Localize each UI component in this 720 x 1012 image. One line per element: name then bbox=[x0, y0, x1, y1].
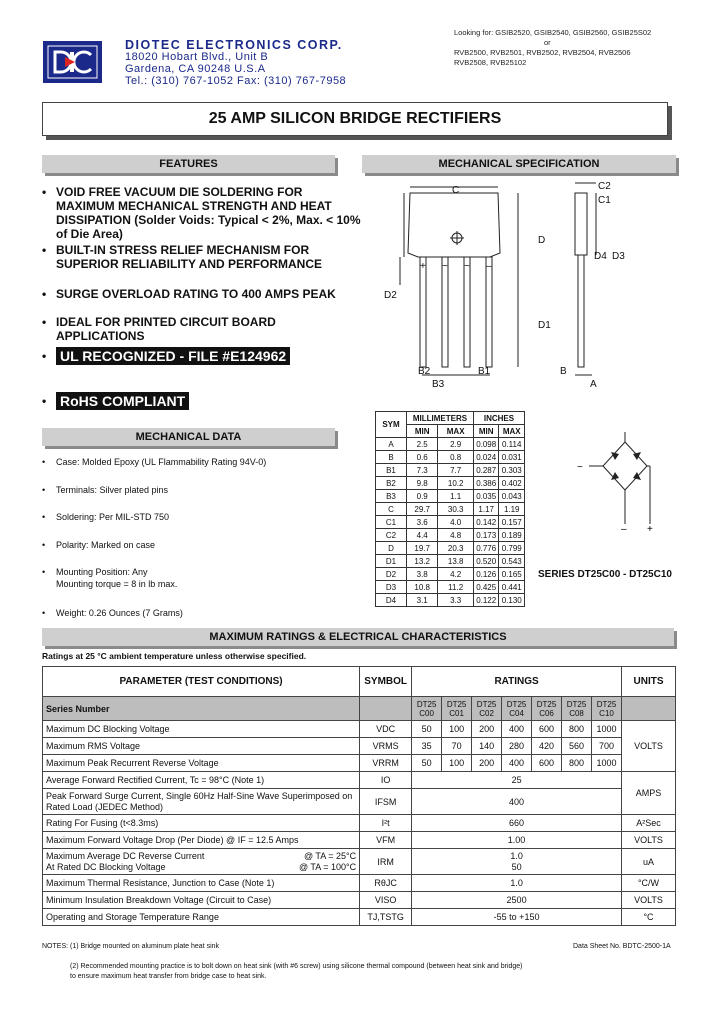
param-cell: Maximum Thermal Resistance, Junction to Case (Note 1) bbox=[43, 875, 360, 892]
dim-label-b1: B1 bbox=[478, 366, 491, 377]
value-cell: 1000 bbox=[592, 721, 622, 738]
series-label: SERIES DT25C00 - DT25C10 bbox=[538, 569, 672, 580]
lookfor-line: Looking for: GSIB2520, GSIB2540, GSIB2560, GSIB25S02 bbox=[454, 28, 652, 37]
series-cell: DT25 C04 bbox=[502, 697, 532, 721]
value-cell: 400 bbox=[412, 789, 622, 815]
company-logo bbox=[43, 41, 102, 83]
dim-value-cell: 0.9 bbox=[407, 490, 438, 503]
dim-value-cell: 0.031 bbox=[499, 451, 525, 464]
dim-value-cell: 13.2 bbox=[407, 555, 438, 568]
pin-mark-ac2: ~ bbox=[464, 261, 470, 272]
dim-symbol-cell: D4 bbox=[376, 594, 407, 607]
dim-value-cell: 29.7 bbox=[407, 503, 438, 516]
ratings-heading: MAXIMUM RATINGS & ELECTRICAL CHARACTERISTICS bbox=[42, 628, 674, 646]
bridge-schematic-icon bbox=[575, 432, 675, 532]
dim-value-cell: 7.3 bbox=[407, 464, 438, 477]
address-line-1: 18020 Hobart Blvd., Unit B bbox=[125, 51, 269, 63]
dim-label-c1: C1 bbox=[598, 195, 611, 206]
mechanical-data-heading: MECHANICAL DATA bbox=[42, 428, 335, 446]
features-heading: FEATURES bbox=[42, 155, 335, 173]
logo-mark bbox=[45, 43, 100, 81]
feature-text: VOID FREE VACUUM DIE SOLDERING FOR MAXIMUM MECHANICAL STRENGTH AND HEAT DISSIPATION (Solder Voids: Typical < 2%, Max. < 10% of Die Area) bbox=[56, 185, 361, 241]
dim-value-cell: 13.8 bbox=[438, 555, 474, 568]
looking-for-block bbox=[454, 28, 714, 68]
series-number-label: Series Number bbox=[43, 697, 360, 721]
package-drawing bbox=[370, 175, 690, 415]
dim-label-d: D bbox=[538, 235, 546, 246]
mech-data-text: Soldering: Per MIL-STD 750 bbox=[56, 512, 170, 522]
param-cell: Average Forward Rectified Current, Tc = 98°C (Note 1) bbox=[43, 772, 360, 789]
param-cell: Maximum Forward Voltage Drop (Per Diode) @ IF = 12.5 Amps bbox=[43, 832, 360, 849]
dim-value-cell: 0.142 bbox=[473, 516, 499, 529]
feature-text: BUILT-IN STRESS RELIEF MECHANISM FOR SUPERIOR RELIABILITY AND PERFORMANCE bbox=[56, 243, 323, 271]
value-cell: 280 bbox=[502, 738, 532, 755]
symbol-cell: TJ,TSTG bbox=[360, 909, 412, 926]
dim-value-cell: 2.9 bbox=[438, 438, 474, 451]
value-cell: 70 bbox=[442, 738, 472, 755]
lookfor-line: or bbox=[544, 38, 551, 47]
bullet-icon: • bbox=[42, 287, 47, 301]
value-cell: 35 bbox=[412, 738, 442, 755]
table-row bbox=[376, 581, 525, 594]
series-cell: DT25 C00 bbox=[412, 697, 442, 721]
param-cell: Maximum Peak Recurrent Reverse Voltage bbox=[43, 755, 360, 772]
value-cell: 200 bbox=[472, 755, 502, 772]
symbol-cell: VRMS bbox=[360, 738, 412, 755]
param-cell bbox=[43, 849, 360, 875]
dim-header-mm: MILLIMETERS bbox=[407, 412, 474, 425]
symbol-cell: VRRM bbox=[360, 755, 412, 772]
dim-symbol-cell: B3 bbox=[376, 490, 407, 503]
table-row bbox=[376, 542, 525, 555]
unit-cell: A²Sec bbox=[622, 815, 676, 832]
pin-mark-minus: – bbox=[486, 261, 492, 272]
series-cell: DT25 C08 bbox=[562, 697, 592, 721]
note-1: NOTES: (1) Bridge mounted on aluminum plate heat sink bbox=[42, 943, 220, 950]
minus-symbol: – bbox=[621, 524, 627, 532]
dim-label-b3: B3 bbox=[432, 379, 445, 390]
dim-symbol-cell: B bbox=[376, 451, 407, 464]
table-row bbox=[376, 438, 525, 451]
dim-symbol-cell: D2 bbox=[376, 568, 407, 581]
dim-value-cell: 0.114 bbox=[499, 438, 525, 451]
value-cell: 140 bbox=[472, 738, 502, 755]
value-cell: 100 bbox=[442, 721, 472, 738]
dim-value-cell: 4.2 bbox=[438, 568, 474, 581]
mech-data-text: Terminals: Silver plated pins bbox=[56, 485, 169, 495]
bullet-icon: • bbox=[42, 394, 47, 408]
dim-value-cell: 0.035 bbox=[473, 490, 499, 503]
value-cell: 800 bbox=[562, 721, 592, 738]
leak-param-2: At Rated DC Blocking Voltage bbox=[46, 861, 166, 872]
dim-value-cell: 4.4 bbox=[407, 529, 438, 542]
note-2-line-2: to ensure maximum heat transfer from bridge case to heat sink. bbox=[70, 973, 267, 980]
table-row bbox=[43, 755, 676, 772]
value-cell bbox=[412, 849, 622, 875]
rohs-badge: RoHS COMPLIANT bbox=[56, 392, 189, 410]
feature-item bbox=[42, 287, 362, 301]
dim-value-cell: 0.024 bbox=[473, 451, 499, 464]
dim-label-a: A bbox=[590, 379, 597, 390]
unit-cell: VOLTS bbox=[622, 832, 676, 849]
value-cell: 600 bbox=[532, 721, 562, 738]
ul-recognized bbox=[42, 349, 362, 364]
table-row bbox=[376, 451, 525, 464]
value-cell: 1.0 bbox=[412, 875, 622, 892]
series-cell: DT25 C10 bbox=[592, 697, 622, 721]
mech-spec-heading: MECHANICAL SPECIFICATION bbox=[362, 155, 676, 173]
dim-value-cell: 4.0 bbox=[438, 516, 474, 529]
dim-value-cell: 0.402 bbox=[499, 477, 525, 490]
unit-cell: VOLTS bbox=[622, 721, 676, 772]
mech-data-item bbox=[42, 607, 362, 619]
param-cell: Operating and Storage Temperature Range bbox=[43, 909, 360, 926]
col-ratings: RATINGS bbox=[412, 667, 622, 697]
leak-value-1: 1.0 bbox=[510, 850, 523, 861]
dim-symbol-cell: D3 bbox=[376, 581, 407, 594]
dim-value-cell: 19.7 bbox=[407, 542, 438, 555]
value-cell: 1.00 bbox=[412, 832, 622, 849]
dim-label-d3: D3 bbox=[612, 251, 625, 262]
unit-cell: °C bbox=[622, 909, 676, 926]
feature-item bbox=[42, 315, 362, 343]
dim-value-cell: 0.130 bbox=[499, 594, 525, 607]
value-cell: 200 bbox=[472, 721, 502, 738]
table-row bbox=[43, 832, 676, 849]
table-row bbox=[43, 849, 676, 875]
dim-value-cell: 9.8 bbox=[407, 477, 438, 490]
table-row bbox=[376, 568, 525, 581]
table-row bbox=[43, 892, 676, 909]
table-row bbox=[43, 772, 676, 789]
bullet-icon: • bbox=[42, 315, 47, 329]
mech-data-item bbox=[42, 456, 362, 468]
ratings-table bbox=[42, 666, 676, 926]
value-cell: 25 bbox=[412, 772, 622, 789]
mech-data-text: Mounting Position: Any bbox=[56, 567, 148, 577]
dim-value-cell: 0.6 bbox=[407, 451, 438, 464]
dim-value-cell: 20.3 bbox=[438, 542, 474, 555]
dim-symbol-cell: A bbox=[376, 438, 407, 451]
param-cell: Maximum DC Blocking Voltage bbox=[43, 721, 360, 738]
dim-value-cell: 0.441 bbox=[499, 581, 525, 594]
dim-value-cell: 11.2 bbox=[438, 581, 474, 594]
dim-value-cell: 0.122 bbox=[473, 594, 499, 607]
dim-value-cell: 0.189 bbox=[499, 529, 525, 542]
series-unit-blank bbox=[622, 697, 676, 721]
dim-value-cell: 1.1 bbox=[438, 490, 474, 503]
feature-item bbox=[42, 185, 362, 241]
value-cell: 1000 bbox=[592, 755, 622, 772]
bullet-icon: • bbox=[42, 349, 47, 363]
dim-value-cell: 3.3 bbox=[438, 594, 474, 607]
bullet-icon: • bbox=[42, 608, 46, 618]
leak-cond-1: @ TA = 25°C bbox=[303, 850, 357, 861]
dim-symbol-cell: B2 bbox=[376, 477, 407, 490]
lookfor-line: RVB2508, RVB25102 bbox=[454, 58, 527, 67]
param-cell: Minimum Insulation Breakdown Voltage (Circuit to Case) bbox=[43, 892, 360, 909]
dim-value-cell: 0.303 bbox=[499, 464, 525, 477]
table-row bbox=[43, 909, 676, 926]
symbol-cell: VDC bbox=[360, 721, 412, 738]
table-row bbox=[376, 529, 525, 542]
dim-label-c2: C2 bbox=[598, 181, 611, 192]
dim-symbol-cell: B1 bbox=[376, 464, 407, 477]
dim-header-inches: INCHES bbox=[473, 412, 524, 425]
dim-value-cell: 0.425 bbox=[473, 581, 499, 594]
mech-data-item bbox=[42, 539, 362, 551]
dim-value-cell: 2.5 bbox=[407, 438, 438, 451]
series-cell: DT25 C02 bbox=[472, 697, 502, 721]
value-cell: -55 to +150 bbox=[412, 909, 622, 926]
note-2 bbox=[70, 962, 690, 982]
leak-cond-2: @ TA = 100°C bbox=[298, 861, 357, 872]
table-row bbox=[43, 721, 676, 738]
dim-label-d2: D2 bbox=[384, 290, 397, 301]
mech-data-text: Case: Molded Epoxy (UL Flammability Rating 94V-0) bbox=[56, 457, 267, 467]
dim-header-sym: SYM bbox=[376, 412, 407, 438]
table-row bbox=[43, 875, 676, 892]
dim-label-d1: D1 bbox=[538, 320, 551, 331]
dim-value-cell: 3.1 bbox=[407, 594, 438, 607]
dim-value-cell: 0.165 bbox=[499, 568, 525, 581]
bullet-icon: • bbox=[42, 567, 46, 577]
dim-value-cell: 3.8 bbox=[407, 568, 438, 581]
feature-text: IDEAL FOR PRINTED CIRCUIT BOARD APPLICATIONS bbox=[56, 315, 276, 343]
dim-label-c: C bbox=[452, 185, 460, 196]
table-row bbox=[376, 555, 525, 568]
address-line-2: Gardena, CA 90248 U.S.A bbox=[125, 63, 266, 75]
unit-cell: °C/W bbox=[622, 875, 676, 892]
ul-badge: UL RECOGNIZED - FILE #E124962 bbox=[56, 347, 290, 365]
mech-data-item bbox=[42, 511, 362, 523]
dim-label-b: B bbox=[560, 366, 567, 377]
dim-value-cell: 0.287 bbox=[473, 464, 499, 477]
value-cell: 400 bbox=[502, 755, 532, 772]
phone-line: Tel.: (310) 767-1052 Fax: (310) 767-7958 bbox=[125, 75, 347, 87]
note-2-line-1: (2) Recommended mounting practice is to bolt down on heat sink (with #6 screw) using silicone thermal compound (between heat sink and bridge) bbox=[70, 963, 523, 970]
bullet-icon: • bbox=[42, 185, 47, 199]
leak-value-2: 50 bbox=[511, 861, 522, 872]
rohs-compliant bbox=[42, 394, 362, 409]
bullet-icon: • bbox=[42, 540, 46, 550]
dim-symbol-cell: C2 bbox=[376, 529, 407, 542]
dim-value-cell: 7.7 bbox=[438, 464, 474, 477]
value-cell: 50 bbox=[412, 755, 442, 772]
mech-data-text: Weight: 0.26 Ounces (7 Grams) bbox=[56, 608, 183, 618]
feature-item bbox=[42, 243, 362, 271]
dimension-table bbox=[375, 411, 525, 607]
symbol-cell: IRM bbox=[360, 849, 412, 875]
dim-label-b2: B2 bbox=[418, 366, 431, 377]
symbol-cell: IFSM bbox=[360, 789, 412, 815]
table-row bbox=[376, 477, 525, 490]
ratings-subnote: Ratings at 25 °C ambient temperature unless otherwise specified. bbox=[42, 651, 307, 661]
lookfor-line: RVB2500, RVB2501, RVB2502, RVB2504, RVB2506 bbox=[454, 48, 631, 57]
table-row bbox=[376, 594, 525, 607]
dim-value-cell: 0.8 bbox=[438, 451, 474, 464]
dim-header-max: MAX bbox=[499, 425, 525, 438]
dimension-rows bbox=[376, 438, 525, 607]
mech-data-text: Polarity: Marked on case bbox=[56, 540, 156, 550]
value-cell: 100 bbox=[442, 755, 472, 772]
dim-value-cell: 0.173 bbox=[473, 529, 499, 542]
mounting-torque: Mounting torque = 8 in lb max. bbox=[56, 579, 178, 589]
param-cell: Peak Forward Surge Current, Single 60Hz Half-Sine Wave Superimposed on Rated Load (JEDEC Method) bbox=[43, 789, 360, 815]
dim-value-cell: 0.098 bbox=[473, 438, 499, 451]
series-symbol-blank bbox=[360, 697, 412, 721]
company-name: DIOTEC ELECTRONICS CORP. bbox=[125, 38, 343, 52]
table-row bbox=[43, 738, 676, 755]
unit-cell: uA bbox=[622, 849, 676, 875]
ac-symbol: ~ bbox=[577, 462, 583, 473]
dim-header-min: MIN bbox=[407, 425, 438, 438]
dim-value-cell: 0.799 bbox=[499, 542, 525, 555]
dim-value-cell: 0.776 bbox=[473, 542, 499, 555]
table-row bbox=[376, 464, 525, 477]
series-cell: DT25 C01 bbox=[442, 697, 472, 721]
dim-value-cell: 0.386 bbox=[473, 477, 499, 490]
dim-value-cell: 0.520 bbox=[473, 555, 499, 568]
dim-value-cell: 1.19 bbox=[499, 503, 525, 516]
bullet-icon: • bbox=[42, 485, 46, 495]
value-cell: 50 bbox=[412, 721, 442, 738]
value-cell: 420 bbox=[532, 738, 562, 755]
value-cell: 400 bbox=[502, 721, 532, 738]
table-row bbox=[376, 516, 525, 529]
series-cell: DT25 C06 bbox=[532, 697, 562, 721]
dim-symbol-cell: D bbox=[376, 542, 407, 555]
dim-label-d4: D4 bbox=[594, 251, 607, 262]
col-parameter: PARAMETER (TEST CONDITIONS) bbox=[43, 667, 360, 697]
symbol-cell: VFM bbox=[360, 832, 412, 849]
dim-value-cell: 3.6 bbox=[407, 516, 438, 529]
pin-mark-plus: + bbox=[420, 261, 426, 272]
pin-mark-ac1: ~ bbox=[442, 261, 448, 272]
dim-value-cell: 10.8 bbox=[407, 581, 438, 594]
symbol-cell: I²t bbox=[360, 815, 412, 832]
value-cell: 660 bbox=[412, 815, 622, 832]
dim-header-min: MIN bbox=[473, 425, 499, 438]
value-cell: 560 bbox=[562, 738, 592, 755]
page-title: 25 AMP SILICON BRIDGE RECTIFIERS bbox=[42, 102, 668, 136]
dim-value-cell: 10.2 bbox=[438, 477, 474, 490]
table-row bbox=[43, 789, 676, 815]
table-row bbox=[43, 815, 676, 832]
plus-symbol: + bbox=[647, 524, 653, 532]
dim-value-cell: 30.3 bbox=[438, 503, 474, 516]
dim-value-cell: 4.8 bbox=[438, 529, 474, 542]
bullet-icon: • bbox=[42, 457, 46, 467]
param-cell: Maximum RMS Voltage bbox=[43, 738, 360, 755]
value-cell: 2500 bbox=[412, 892, 622, 909]
symbol-cell: RθJC bbox=[360, 875, 412, 892]
value-cell: 800 bbox=[562, 755, 592, 772]
col-symbol: SYMBOL bbox=[360, 667, 412, 697]
symbol-cell: VISO bbox=[360, 892, 412, 909]
value-cell: 700 bbox=[592, 738, 622, 755]
feature-text: SURGE OVERLOAD RATING TO 400 AMPS PEAK bbox=[56, 287, 336, 301]
dim-value-cell: 0.157 bbox=[499, 516, 525, 529]
mech-data-item bbox=[42, 484, 362, 496]
bullet-icon: • bbox=[42, 243, 47, 257]
table-row bbox=[376, 503, 525, 516]
bullet-icon: • bbox=[42, 512, 46, 522]
dim-header-max: MAX bbox=[438, 425, 474, 438]
dim-value-cell: 0.543 bbox=[499, 555, 525, 568]
datasheet-number: Data Sheet No. BDTC-2500-1A bbox=[573, 943, 671, 950]
dim-value-cell: 0.043 bbox=[499, 490, 525, 503]
dim-value-cell: 1.17 bbox=[473, 503, 499, 516]
param-cell: Rating For Fusing (t<8.3ms) bbox=[43, 815, 360, 832]
col-units: UNITS bbox=[622, 667, 676, 697]
dim-symbol-cell: C bbox=[376, 503, 407, 516]
leak-param-1: Maximum Average DC Reverse Current bbox=[46, 850, 205, 861]
symbol-cell: IO bbox=[360, 772, 412, 789]
mech-data-item bbox=[42, 566, 362, 590]
company-block bbox=[125, 39, 346, 87]
dim-symbol-cell: D1 bbox=[376, 555, 407, 568]
table-row bbox=[376, 490, 525, 503]
dim-value-cell: 0.126 bbox=[473, 568, 499, 581]
unit-cell: AMPS bbox=[622, 772, 676, 815]
unit-cell: VOLTS bbox=[622, 892, 676, 909]
value-cell: 600 bbox=[532, 755, 562, 772]
dim-symbol-cell: C1 bbox=[376, 516, 407, 529]
